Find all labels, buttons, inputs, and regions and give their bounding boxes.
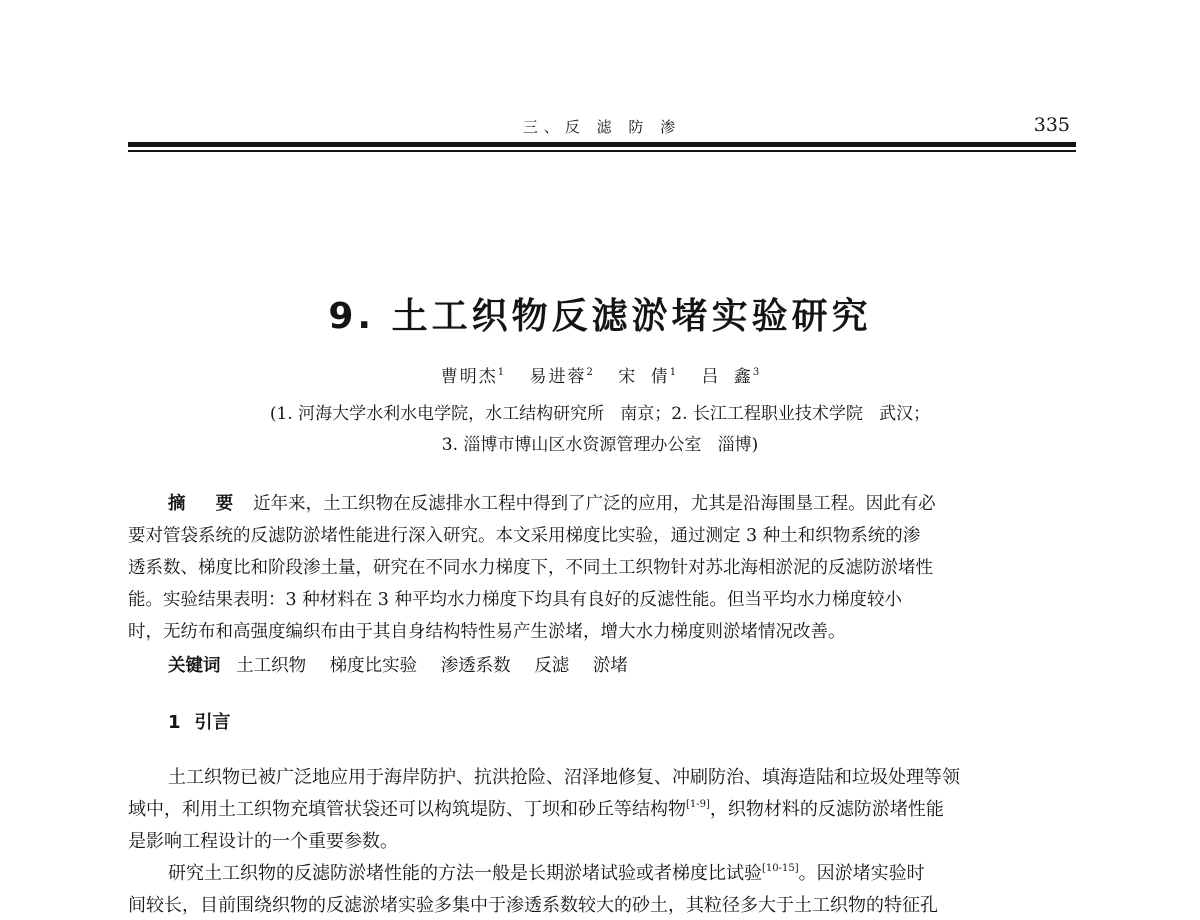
- body-text-line: 是影响工程设计的一个重要参数。: [128, 831, 398, 852]
- author-4: [701, 367, 759, 387]
- page-number: 335: [1033, 114, 1070, 136]
- affiliation-line-2: 3. 淄博市博山区水资源管理办公室 淄博): [441, 435, 759, 455]
- section-heading: [168, 708, 231, 734]
- author-3: [618, 367, 676, 387]
- author-name: 曹明杰: [440, 367, 498, 387]
- keyword: 淤堵: [592, 656, 628, 676]
- section-title: 引言: [194, 712, 231, 733]
- running-header-section: 三、反 滤 防 渗: [522, 118, 682, 136]
- keyword: 土工织物: [236, 656, 307, 676]
- keywords: [168, 652, 646, 677]
- body-text: ，织物材料的反滤防淤堵性能: [709, 799, 944, 820]
- author-list: [0, 362, 1200, 387]
- body-text: 研究土工织物的反滤防淤堵性能的方法一般是长期淤堵试验或者梯度比试验: [168, 863, 762, 884]
- abstract-line: [168, 490, 1076, 515]
- body-text-line: [168, 859, 1116, 885]
- keywords-label: 关键词: [168, 656, 221, 676]
- author-name: 吕 鑫: [701, 367, 753, 387]
- author-2: [530, 367, 593, 387]
- abstract-line: 能。实验结果表明：3 种材料在 3 种平均水力梯度下均具有良好的反滤性能。但当平均水力梯度较小: [128, 590, 902, 610]
- author-affil-mark: 2: [586, 367, 593, 378]
- abstract-line: 时，无纺布和高强度编织布由于其自身结构特性易产生淤堵，增大水力梯度则淤堵情况改善。: [128, 622, 846, 642]
- body-text: 。因淤堵实验时: [798, 863, 925, 884]
- keyword: 反滤: [534, 656, 570, 676]
- abstract-label: 摘 要: [168, 494, 246, 514]
- body-text-line: 间较长，目前围绕织物的反滤淤堵实验多集中于渗透系数较大的砂土，其粒径多大于土工织物的特征孔: [128, 895, 938, 916]
- article-title: 9. 土工织物反滤淤堵实验研究: [328, 296, 872, 337]
- keyword: 渗透系数: [440, 656, 511, 676]
- author-affil-mark: 1: [497, 367, 505, 378]
- author-affil-mark: 1: [669, 367, 677, 378]
- body-text-line: 土工织物已被广泛地应用于海岸防护、抗洪抢险、沼泽地修复、冲刷防治、填海造陆和垃圾处理等领: [168, 767, 960, 788]
- body-text: 域中，利用土工织物充填管状袋还可以构筑堤防、丁坝和砂丘等结构物: [128, 799, 686, 820]
- running-header: [128, 116, 1076, 140]
- abstract-line: 要对管袋系统的反滤防淤堵性能进行深入研究。本文采用梯度比实验，通过测定 3 种土和织物系统的渗: [128, 526, 921, 546]
- citation-ref[interactable]: [1-9]: [686, 799, 710, 810]
- author-name: 易进蓉: [529, 367, 587, 387]
- keyword: 梯度比实验: [329, 656, 418, 676]
- section-number: 1: [168, 712, 181, 733]
- abstract-text: 近年来，土工织物在反滤排水工程中得到了广泛的应用，尤其是沿海围垦工程。因此有必: [253, 494, 936, 514]
- citation-ref[interactable]: [10-15]: [762, 863, 799, 874]
- author-affil-mark: 3: [752, 367, 760, 378]
- body-text-line: [128, 795, 1076, 821]
- affiliation-line-1: (1. 河海大学水利水电学院，水工结构研究所 南京；2. 长江工程职业技术学院 武汉；: [269, 404, 931, 424]
- header-rule-thin: [128, 150, 1076, 152]
- author-name: 宋 倩: [618, 367, 670, 387]
- abstract-line: 透系数、梯度比和阶段渗土量，研究在不同水力梯度下，不同土工织物针对苏北海相淤泥的反滤防淤堵性: [128, 558, 933, 578]
- author-1: [441, 367, 504, 387]
- header-rule-thick: [128, 142, 1076, 147]
